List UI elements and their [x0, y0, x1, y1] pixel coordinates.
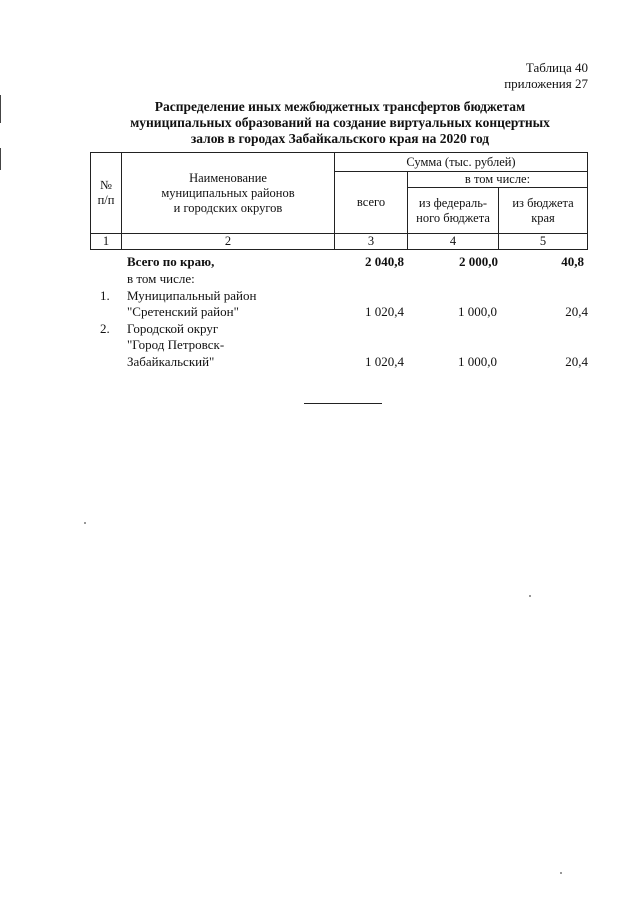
- scan-edge-mark: [0, 95, 1, 123]
- row-regional-value: 20,4: [565, 304, 588, 319]
- num-column-line: п/п: [97, 193, 115, 207]
- scan-edge-mark: [0, 148, 1, 170]
- row-federal-value: 1 000,0: [458, 354, 497, 369]
- totals-total-value: 2 040,8: [365, 254, 404, 269]
- num-column-header: [91, 153, 122, 234]
- closing-divider: [304, 403, 382, 404]
- appendix-label: приложения 27: [504, 76, 588, 91]
- scan-speck: [529, 595, 531, 597]
- row-name-line: "Сретенский район": [127, 304, 239, 319]
- row-total-value: 1 020,4: [365, 354, 404, 369]
- scan-speck: [84, 522, 86, 524]
- name-column-line: Наименование: [189, 170, 267, 185]
- row-regional-value: 20,4: [565, 354, 588, 369]
- federal-column-line: ного бюджета: [416, 210, 490, 225]
- regional-column-header: [499, 188, 588, 234]
- num-column-line: №: [100, 178, 112, 192]
- document-title: [90, 99, 590, 147]
- row-number: 1.: [100, 288, 110, 303]
- totals-federal-value: 2 000,0: [459, 254, 498, 269]
- row-total-value: 1 020,4: [365, 304, 404, 319]
- totals-regional-value: 40,8: [561, 254, 584, 269]
- title-line: залов в городах Забайкальского края на 2020 год: [190, 131, 490, 146]
- scan-speck: [560, 872, 562, 874]
- column-number: 5: [499, 234, 588, 250]
- regional-column-line: края: [531, 210, 555, 225]
- including-label: в том числе:: [127, 271, 195, 286]
- table-header: [90, 152, 588, 250]
- total-column-header: всего: [335, 172, 408, 234]
- column-number: 4: [408, 234, 499, 250]
- name-column-header: [122, 153, 335, 234]
- including-column-header: в том числе:: [408, 172, 588, 188]
- column-number: 2: [122, 234, 335, 250]
- column-number: 1: [91, 234, 122, 250]
- federal-column-line: из федераль-: [418, 195, 488, 210]
- column-number: 3: [335, 234, 408, 250]
- table-number-label: Таблица 40: [525, 60, 588, 75]
- name-column-line: и городских округов: [173, 200, 283, 215]
- row-name-line: Забайкальский": [127, 354, 215, 369]
- row-number: 2.: [100, 321, 110, 336]
- row-name-line: "Город Петровск-: [127, 337, 225, 352]
- row-federal-value: 1 000,0: [458, 304, 497, 319]
- row-name-line: Муниципальный район: [127, 288, 257, 303]
- title-line: Распределение иных межбюджетных трансфертов бюджетам: [154, 99, 526, 114]
- name-column-line: муниципальных районов: [161, 185, 295, 200]
- sum-column-header: Сумма (тыс. рублей): [335, 153, 588, 172]
- federal-column-header: [408, 188, 499, 234]
- regional-column-line: из бюджета: [512, 195, 574, 210]
- row-name-line: Городской округ: [127, 321, 219, 336]
- totals-label: Всего по краю,: [127, 254, 215, 269]
- title-line: муниципальных образований на создание виртуальных концертных: [130, 115, 550, 130]
